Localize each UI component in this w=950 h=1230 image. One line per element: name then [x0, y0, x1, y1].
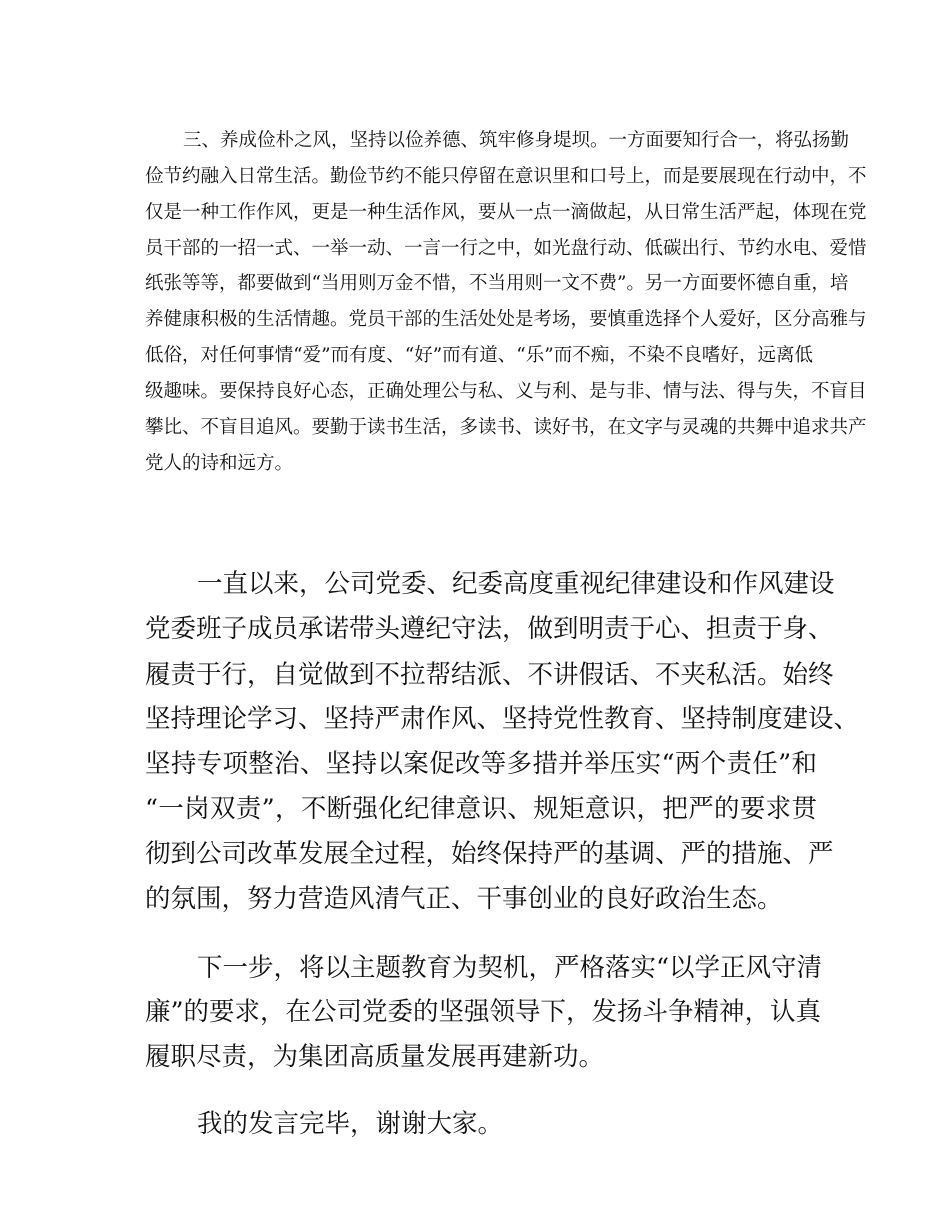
- text-line: 坚持专项整治、坚持以案促改等多措并举压实“两个责任”和: [145, 749, 817, 779]
- text-line: 三、养成俭朴之风，坚持以俭养德、筑牢修身堤坝。一方面要知行合一，将弘扬勤: [183, 130, 850, 151]
- text-line: 俭节约融入日常生活。勤俭节约不能只停留在意识里和口号上，而是要展现在行动中，不: [145, 166, 867, 187]
- text-line: 党委班子成员承诺带头遵纪守法，做到明责于心、担责于身、: [145, 614, 834, 644]
- text-line: 坚持理论学习、坚持严肃作风、坚持党性教育、坚持制度建设、: [145, 704, 860, 734]
- text-line: 员干部的一招一式、一举一动、一言一行之中，如光盘行动、低碳出行、节约水电、爱惜: [145, 238, 867, 259]
- text-line: 攀比、不盲目追风。要勤于读书生活，多读书、读好书，在文字与灵魂的共舞中追求共产: [145, 417, 867, 438]
- text-line: 党人的诗和远方。: [145, 453, 294, 474]
- text-line: 履责于行，自觉做到不拉帮结派、不讲假话、不夹私活。始终: [145, 660, 834, 690]
- text-line: 我的发言完毕，谢谢大家。: [197, 1109, 504, 1139]
- text-line: “一岗双责”，不断强化纪律意识、规矩意识，把严的要求贯: [145, 794, 817, 824]
- text-line: 下一步，将以主题教育为契机，严格落实“以学正风守清: [197, 953, 823, 983]
- text-line: 级趣味。要保持良好心态，正确处理公与私、义与利、是与非、情与法、得与失，不盲目: [145, 381, 867, 402]
- text-line: 仅是一种工作作风，更是一种生活作风，要从一点一滴做起，从日常生活严起，体现在党: [145, 202, 867, 223]
- text-line: 履职尽责，为集团高质量发展再建新功。: [145, 1042, 605, 1072]
- text-line: 低俗，对任何事情“爱”而有度、“好”而有道、“乐”而不痴，不染不良嗜好，远离低: [145, 345, 813, 366]
- text-line: 廉”的要求，在公司党委的坚强领导下，发扬斗争精神，认真: [145, 997, 822, 1027]
- text-line: 养健康积极的生活情趣。党员干部的生活处处是考场，要慎重选择个人爱好，区分高雅与: [145, 309, 867, 330]
- text-line: 一直以来，公司党委、纪委高度重视纪律建设和作风建设: [197, 569, 835, 599]
- text-line: 纸张等等，都要做到“当用则万金不惜，不当用则一文不费”。另一方面要怀德自重，培: [145, 273, 849, 294]
- text-line: 的氛围，努力营造风清气正、干事创业的良好政治生态。: [145, 884, 783, 914]
- text-line: 彻到公司改革发展全过程，始终保持严的基调、严的措施、严: [145, 839, 834, 869]
